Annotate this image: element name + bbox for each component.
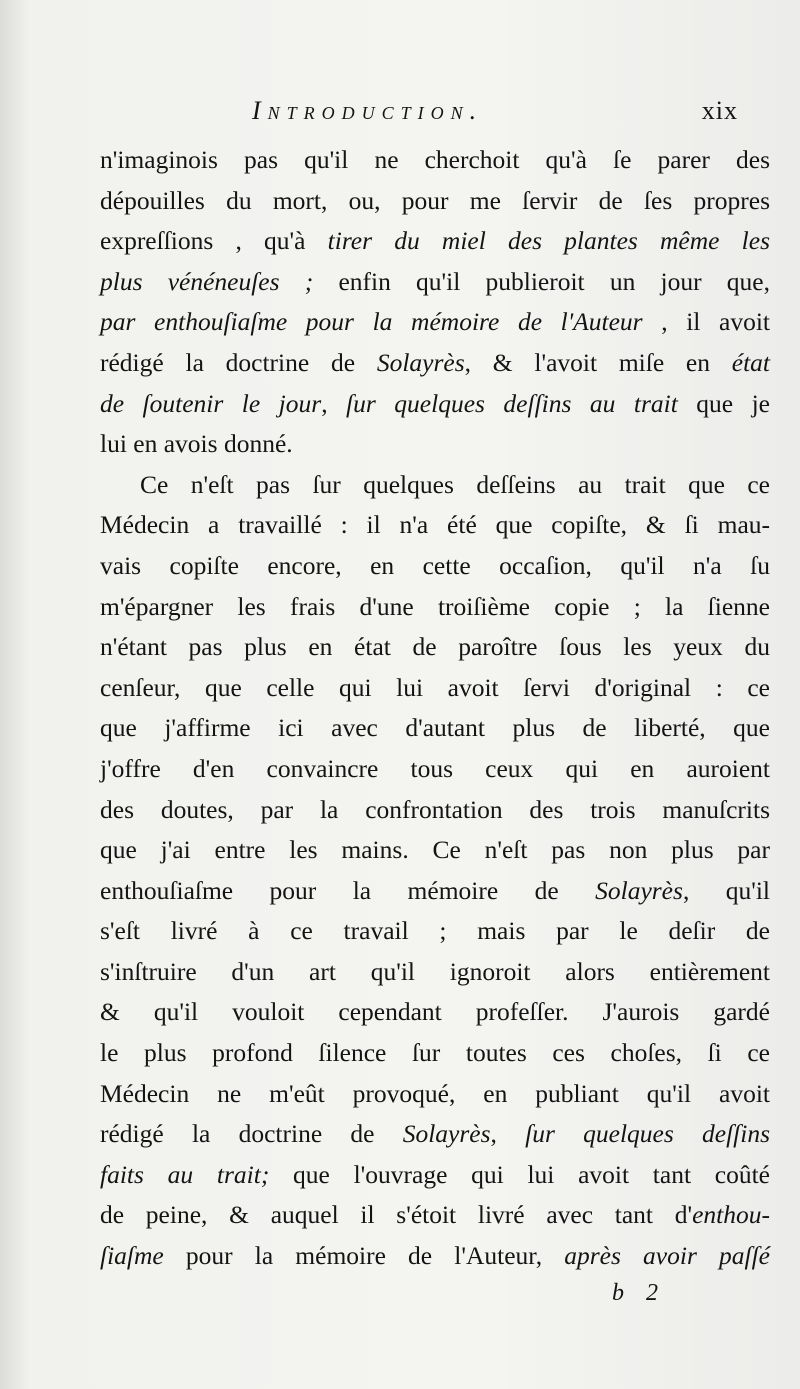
running-head [100, 96, 760, 136]
page-number: xix [701, 96, 738, 125]
text-segment: dépouilles du mort, ou, pour me ſervir de ſes propres [100, 185, 770, 215]
text-segment: , qu'il [682, 875, 771, 905]
text-segment: enthouſiaſme pour la mémoire de [100, 875, 596, 905]
text-segment: rédigé la doctrine de [100, 1119, 403, 1149]
italic-text-segment: par enthouſiaſme pour la mémoire de l'Auteur [100, 307, 643, 337]
text-line [100, 1236, 770, 1277]
text-line [100, 790, 770, 831]
text-segment: que l'ouvrage qui lui avoit tant coûté [269, 1159, 770, 1189]
italic-text-segment: Solayrès [595, 875, 683, 905]
signature-mark: b 2 [612, 1280, 666, 1306]
running-title: Introduction. [252, 96, 484, 125]
text-line [100, 1155, 770, 1196]
italic-text-segment: tirer du miel des plantes même les [327, 226, 770, 256]
text-line [100, 952, 770, 993]
text-line [100, 1114, 770, 1155]
italic-text-segment: faits au trait; [100, 1159, 270, 1189]
text-segment: rédigé la doctrine de [100, 347, 377, 377]
text-segment: Médecin ne m'eût provoqué, en publiant qu'il avoit [100, 1078, 770, 1108]
text-line [100, 708, 770, 749]
text-line [100, 1033, 770, 1074]
italic-text-segment: enthou- [692, 1200, 770, 1230]
text-segment: n'étant pas plus en état de paroître ſous les yeux du [100, 632, 770, 662]
text-line [100, 465, 770, 506]
text-segment: n'imaginois pas qu'il ne cherchoit qu'à ſe parer des [100, 145, 770, 174]
text-line [100, 424, 770, 465]
text-line [100, 262, 770, 303]
text-segment: cenſeur, que celle qui lui avoit ſervi d'original : ce [100, 672, 770, 702]
text-line [100, 668, 770, 709]
italic-text-segment: ſur quelques deſſins [525, 1119, 771, 1149]
text-segment: de peine, & auquel il s'étoit livré avec tant d' [100, 1200, 693, 1230]
italic-text-segment: ſiaſme [100, 1241, 164, 1271]
text-segment: Médecin a travaillé : il n'a été que copiſte, & ſi mau- [100, 510, 770, 540]
text-segment: j'offre d'en convaincre tous ceux qui en auroient [100, 753, 770, 783]
italic-text-segment: état [731, 347, 770, 377]
text-segment: m'épargner les frais d'une troiſième copie ; la ſienne [100, 591, 770, 621]
italic-text-segment: plus vénéneuſes ; [100, 266, 314, 296]
text-segment: que j'ai entre les mains. Ce n'eſt pas non plus par [100, 835, 770, 865]
text-line [100, 1074, 770, 1115]
text-line [100, 140, 770, 181]
italic-text-segment: Solayrès [376, 347, 465, 377]
text-line [100, 302, 770, 343]
text-segment: que j'affirme ici avec d'autant plus de liberté, que [100, 713, 770, 743]
italic-text-segment: ſur quelques deſſins au trait [346, 388, 678, 418]
text-segment: , [490, 1119, 526, 1149]
text-line [100, 1195, 770, 1236]
text-segment: , il avoit [642, 307, 770, 337]
text-segment: s'inſtruire d'un art qu'il ignoroit alors entièrement [100, 956, 770, 986]
text-segment: vais copiſte encore, en cette occaſion, qu'il n'a ſu [100, 550, 770, 580]
body-text [100, 140, 770, 1277]
text-segment: Ce n'eſt pas ſur quelques deſſeins au trait que ce [140, 469, 770, 499]
text-line [100, 587, 770, 628]
text-segment: des doutes, par la confrontation des trois manuſcrits [100, 794, 770, 824]
text-line [100, 871, 770, 912]
text-segment: que je [677, 388, 770, 418]
text-line [100, 181, 770, 222]
text-segment: , [321, 388, 347, 418]
text-segment: expreſſions , qu'à [100, 226, 328, 256]
text-segment: & qu'il vouloit cependant profeſſer. J'aurois gardé [100, 997, 770, 1027]
text-line [100, 384, 770, 425]
text-segment: enfin qu'il publieroit un jour que, [313, 266, 770, 296]
text-segment: le plus profond ſilence ſur toutes ces choſes, ſi ce [100, 1038, 770, 1068]
italic-text-segment: de ſoutenir le jour [100, 388, 322, 418]
text-line [100, 911, 770, 952]
text-line [100, 627, 770, 668]
text-segment: s'eſt livré à ce travail ; mais par le deſir de [100, 916, 770, 946]
text-line [100, 221, 770, 262]
text-line [100, 749, 770, 790]
italic-text-segment: Solayrès [402, 1119, 491, 1149]
text-segment: , & l'avoit miſe en [464, 347, 732, 377]
text-line [100, 992, 770, 1033]
italic-text-segment: après avoir paſſé [564, 1241, 770, 1271]
text-segment: pour la mémoire de l'Auteur, [163, 1241, 565, 1271]
text-segment: lui en avois donné. [100, 429, 293, 459]
text-line [100, 505, 770, 546]
text-line [100, 546, 770, 587]
text-line [100, 343, 770, 384]
text-line [100, 830, 770, 871]
